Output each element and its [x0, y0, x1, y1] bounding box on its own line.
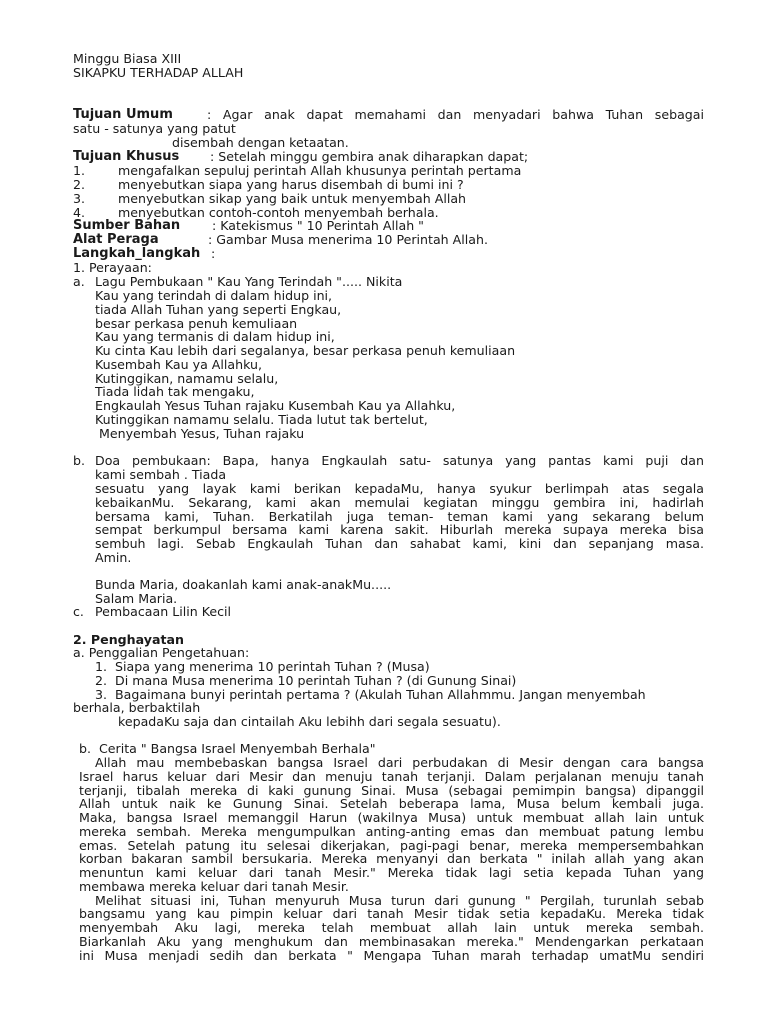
story-heading: b. Cerita " Bangsa Israel Menyembah Berhala": [79, 741, 376, 756]
question-2: 2. Di mana Musa menerima 10 perintah Tuhan ? (di Gunung Sinai): [95, 673, 517, 688]
document-title: SIKAPKU TERHADAP ALLAH: [73, 65, 244, 80]
song-line: Ku cinta Kau lebih dari segalanya, besar perkasa penuh kemuliaan: [95, 343, 516, 358]
perayaan-heading: 1. Perayaan:: [73, 260, 152, 275]
question-3-cont: berhala, berbaktilah: [73, 700, 201, 715]
langkah-label: Langkah_langkah: [73, 246, 201, 261]
story-line: terjanji, tibalah mereka di kaki gunung Sinai. Musa (sebagai pemimpin bangsa) dipanggil: [79, 783, 704, 798]
tujuan-umum-text-2: satu - satunya yang patut: [73, 121, 236, 136]
story-line: menuntun kami keluar dari tanah Mesir." Mereka tidak lagi setia kepada Tuhan yang: [79, 865, 704, 880]
list-item-number: 4.: [73, 205, 86, 220]
story-line: Allah mau membebaskan bangsa Israel dari perbudakan di Mesir dengan cara bangsa: [95, 755, 704, 770]
song-line: Menyembah Yesus, Tuhan rajaku: [95, 426, 305, 441]
prayer-line: bersama kami, Tuhan. Berkatilah juga teman- teman kami yang sekarang belum: [95, 509, 704, 524]
story-line: Allah untuk naik ke Gunung Sinai. Setelah beberapa lama, Musa belum kembali juga.: [79, 796, 704, 811]
alat-peraga-label: Alat Peraga: [73, 232, 159, 247]
story-line: menyembah Aku lagi, mereka telah membuat allah lain untuk mereka sembah.: [79, 920, 704, 935]
langkah-colon: :: [211, 246, 216, 261]
question-1: 1. Siapa yang menerima 10 perintah Tuhan ? (Musa): [95, 659, 430, 674]
list-item: menyebutkan contoh-contoh menyembah berhala.: [118, 205, 439, 220]
sumber-bahan-text: : Katekismus " 10 Perintah Allah ": [212, 218, 424, 233]
list-marker: b.: [73, 453, 85, 468]
question-3-cont: kepadaKu saja dan cintailah Aku lebihh dari segala sesuatu).: [118, 714, 501, 729]
song-line: Tiada lidah tak mengaku,: [95, 384, 255, 399]
prayer-line: kami sembah . Tiada: [95, 467, 227, 482]
lilin-kecil-line: Pembacaan Lilin Kecil: [95, 604, 232, 619]
prayer-line: sesuatu yang layak kami berikan kepadaMu, hanya syukur berlimpah atas segala: [95, 481, 704, 496]
story-line: korban bakaran sambil bersukaria. Mereka menyanyi dan berkata " inilah allah yang akan: [79, 851, 704, 866]
song-line: tiada Allah Tuhan yang seperti Engkau,: [95, 302, 342, 317]
story-line: Melihat situasi ini, Tuhan menyuruh Musa turun dari gunung " Pergilah, turunlah sebab: [95, 893, 704, 908]
salam-maria-line: Salam Maria.: [95, 591, 178, 606]
list-marker: c.: [73, 604, 84, 619]
tujuan-khusus-label: Tujuan Khusus: [73, 149, 180, 164]
week-label: Minggu Biasa XIII: [73, 51, 182, 66]
story-line: Israel harus keluar dari Mesir dan menuju tanah terjanji. Dalam perjalanan menuju tanah: [79, 769, 704, 784]
question-3: 3. Bagaimana bunyi perintah pertama ? (Akulah Tuhan Allahmmu. Jangan menyembah: [95, 687, 646, 702]
song-line: Kau yang terindah di dalam hidup ini,: [95, 288, 333, 303]
song-line: Kutinggikan namamu selalu. Tiada lutut tak bertelut,: [95, 412, 428, 427]
song-line: besar perkasa penuh kemuliaan: [95, 316, 298, 331]
prayer-line: sempat berkumpul bersama kami karena sakit. Hiburlah mereka supaya mereka bisa: [95, 522, 704, 537]
tujuan-umum-text: : Agar anak dapat memahami dan menyadari bahwa Tuhan sebagai: [207, 107, 704, 122]
list-item: mengafalkan sepuluj perintah Allah khusunya perintah pertama: [118, 163, 522, 178]
song-line: Engkaulah Yesus Tuhan rajaku Kusembah Kau ya Allahku,: [95, 398, 456, 413]
song-line: Kutinggikan, namamu selalu,: [95, 371, 279, 386]
penghayatan-heading: 2. Penghayatan: [73, 632, 184, 647]
story-line: Biarkanlah Aku yang menghukum dan membinasakan mereka." Mendengarkan perkataan: [79, 934, 704, 949]
tujuan-khusus-text: : Setelah minggu gembira anak diharapkan dapat;: [210, 149, 529, 164]
prayer-line: Doa pembukaan: Bapa, hanya Engkaulah satu- satunya yang pantas kami puji dan: [95, 453, 704, 468]
list-item-number: 3.: [73, 191, 86, 206]
prayer-line: sembuh lagi. Sebab Engkaulah Tuhan dan sahabat kami, kini dan sepanjang masa.: [95, 536, 704, 551]
prayer-line: Amin.: [95, 550, 132, 565]
song-line: Kau yang termanis di dalam hidup ini,: [95, 329, 335, 344]
list-item: menyebutkan siapa yang harus disembah di bumi ini ?: [118, 177, 464, 192]
story-line: membawa mereka keluar dari tanah Mesir.: [79, 879, 349, 894]
alat-peraga-text: : Gambar Musa menerima 10 Perintah Allah.: [208, 232, 488, 247]
tujuan-umum-text-3: disembah dengan ketaatan.: [172, 135, 349, 150]
tujuan-umum-label: Tujuan Umum: [73, 107, 173, 122]
story-line: bangsamu yang kau pimpin keluar dari tanah Mesir tidak setia kepadaKu. Mereka tidak: [79, 906, 704, 921]
list-marker: a.: [73, 274, 85, 289]
story-line: Maka, bangsa Israel memanggil Harun (wakilnya Musa) untuk membuat allah lain untuk: [79, 810, 704, 825]
song-line: Kusembah Kau ya Allahku,: [95, 357, 263, 372]
sumber-bahan-label: Sumber Bahan: [73, 218, 181, 233]
song-title: Lagu Pembukaan " Kau Yang Terindah "..... Nikita: [95, 274, 403, 289]
bunda-maria-line: Bunda Maria, doakanlah kami anak-anakMu.....: [95, 577, 392, 592]
list-item: menyebutkan sikap yang baik untuk menyembah Allah: [118, 191, 467, 206]
story-line: ini Musa menjadi sedih dan berkata " Mengapa Tuhan marah terhadap umatMu sendiri: [79, 948, 704, 963]
story-line: emas. Setelah patung itu selesai dikerjakan, pagi-pagi benar, mereka mempersembahkan: [79, 838, 704, 853]
list-item-number: 1.: [73, 163, 86, 178]
prayer-line: kebaikanMu. Sekarang, kami akan memulai kegiatan minggu gembira ini, hadirlah: [95, 495, 704, 510]
list-item-number: 2.: [73, 177, 86, 192]
penggalian-heading: a. Penggalian Pengetahuan:: [73, 645, 250, 660]
story-line: mereka sembah. Mereka mengumpulkan anting-anting emas dan membuat patung lembu: [79, 824, 704, 839]
